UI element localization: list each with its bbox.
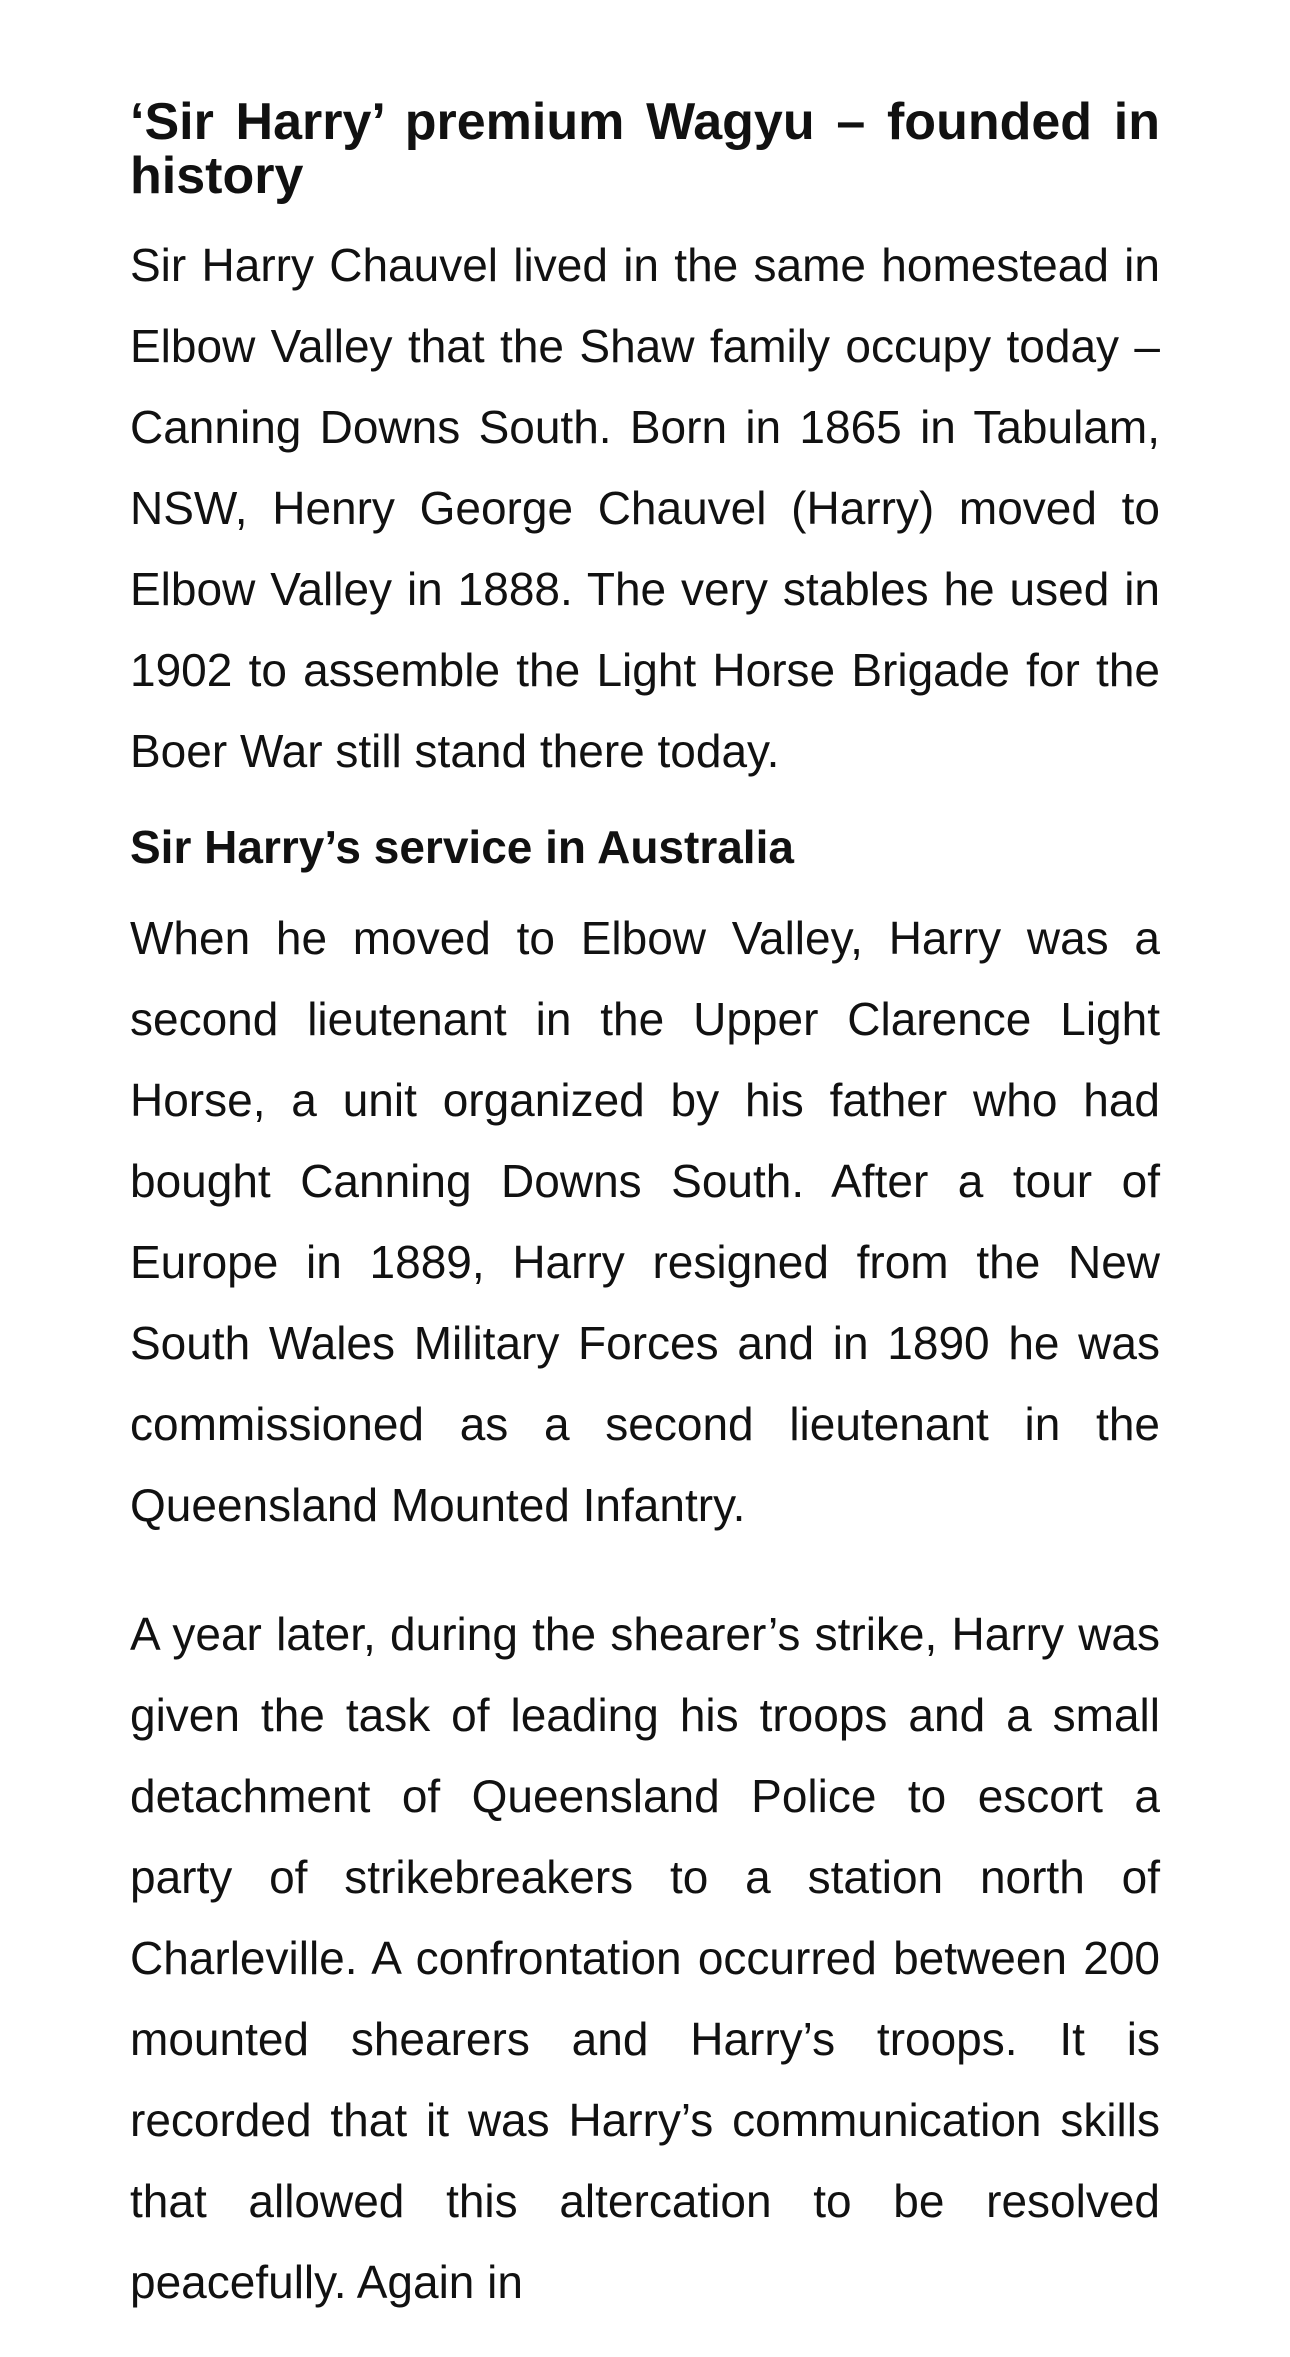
article-title: ‘Sir Harry’ premium Wagyu – founded in history (130, 93, 1160, 205)
paragraph-military-career: When he moved to Elbow Valley, Harry was a second lieutenant in the Upper Clarence Light Horse, a unit organized by his father who had bought Canning Downs South. After a tour of Europe in 1889, Harry resigned from the New South Wales Military Forces and in 1890 he was commissioned as a second lieutenant in the Queensland Mounted Infantry. (130, 912, 1160, 1531)
article-body (130, 95, 1160, 2323)
section-heading-service: Sir Harry’s service in Australia (130, 821, 794, 873)
paragraph-shearers-strike: A year later, during the shearer’s strike, Harry was given the task of leading his troops and a small detachment of Queensland Police to escort a party of strikebreakers to a station north of Charleville. A confrontation occurred between 200 mounted shearers and Harry’s troops. It is recorded that it was Harry’s communication skills that allowed this altercation to be resolved peacefully. Again in (130, 1608, 1160, 2308)
paragraph-chauvel-homestead: Sir Harry Chauvel lived in the same homestead in Elbow Valley that the Shaw family occupy today – Canning Downs South. Born in 1865 in Tabulam, NSW, Henry George Chauvel (Harry) moved to Elbow Valley in 1888. The very stables he used in 1902 to assemble the Light Horse Brigade for the Boer War still stand there today. (130, 239, 1160, 777)
